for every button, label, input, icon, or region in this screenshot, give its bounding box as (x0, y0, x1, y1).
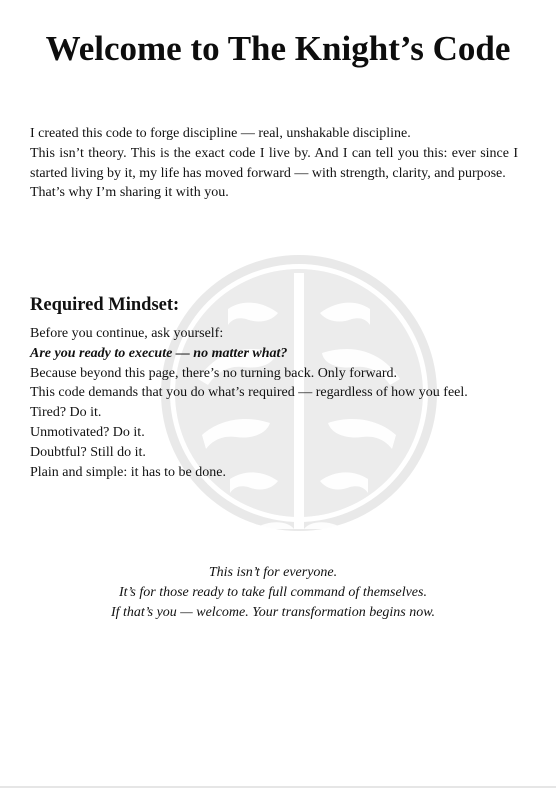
mindset-line: Because beyond this page, there’s no turning back. Only forward. (30, 365, 398, 381)
mindset-line: Doubtful? Still do it. (30, 444, 146, 460)
intro-section (30, 124, 518, 203)
mindset-line: Unmotivated? Do it. (30, 424, 145, 440)
closing-line: If that’s you — welcome. Your transformation begins now. (110, 604, 436, 620)
intro-paragraph: That’s why I’m sharing it with you. (30, 185, 229, 201)
section-heading-mindset: Required Mindset: (30, 295, 180, 315)
mindset-question: Are you ready to execute — no matter what? (30, 345, 288, 361)
mindset-line: Before you continue, ask yourself: (30, 326, 224, 341)
mindset-line: Plain and simple: it has to be done. (30, 464, 226, 480)
closing-line: This isn’t for everyone. (208, 565, 338, 580)
page-title: Welcome to The Knight’s Code (45, 29, 511, 68)
page-bottom-edge (0, 786, 556, 788)
closing-line: It’s for those ready to take full command of themselves. (119, 584, 427, 600)
intro-paragraph: This isn’t theory. This is the exact code I live by. And I can tell you this: ever since I started living by it, my life has moved forward — with strength, clarity, and purpose. (30, 145, 518, 181)
mindset-line: This code demands that you do what’s required — regardless of how you feel. (30, 385, 468, 401)
mindset-line: Tired? Do it. (30, 405, 102, 421)
mindset-section (30, 324, 530, 482)
closing-section (0, 563, 546, 622)
intro-paragraph: I created this code to forge discipline — real, unshakable discipline. (30, 126, 411, 141)
